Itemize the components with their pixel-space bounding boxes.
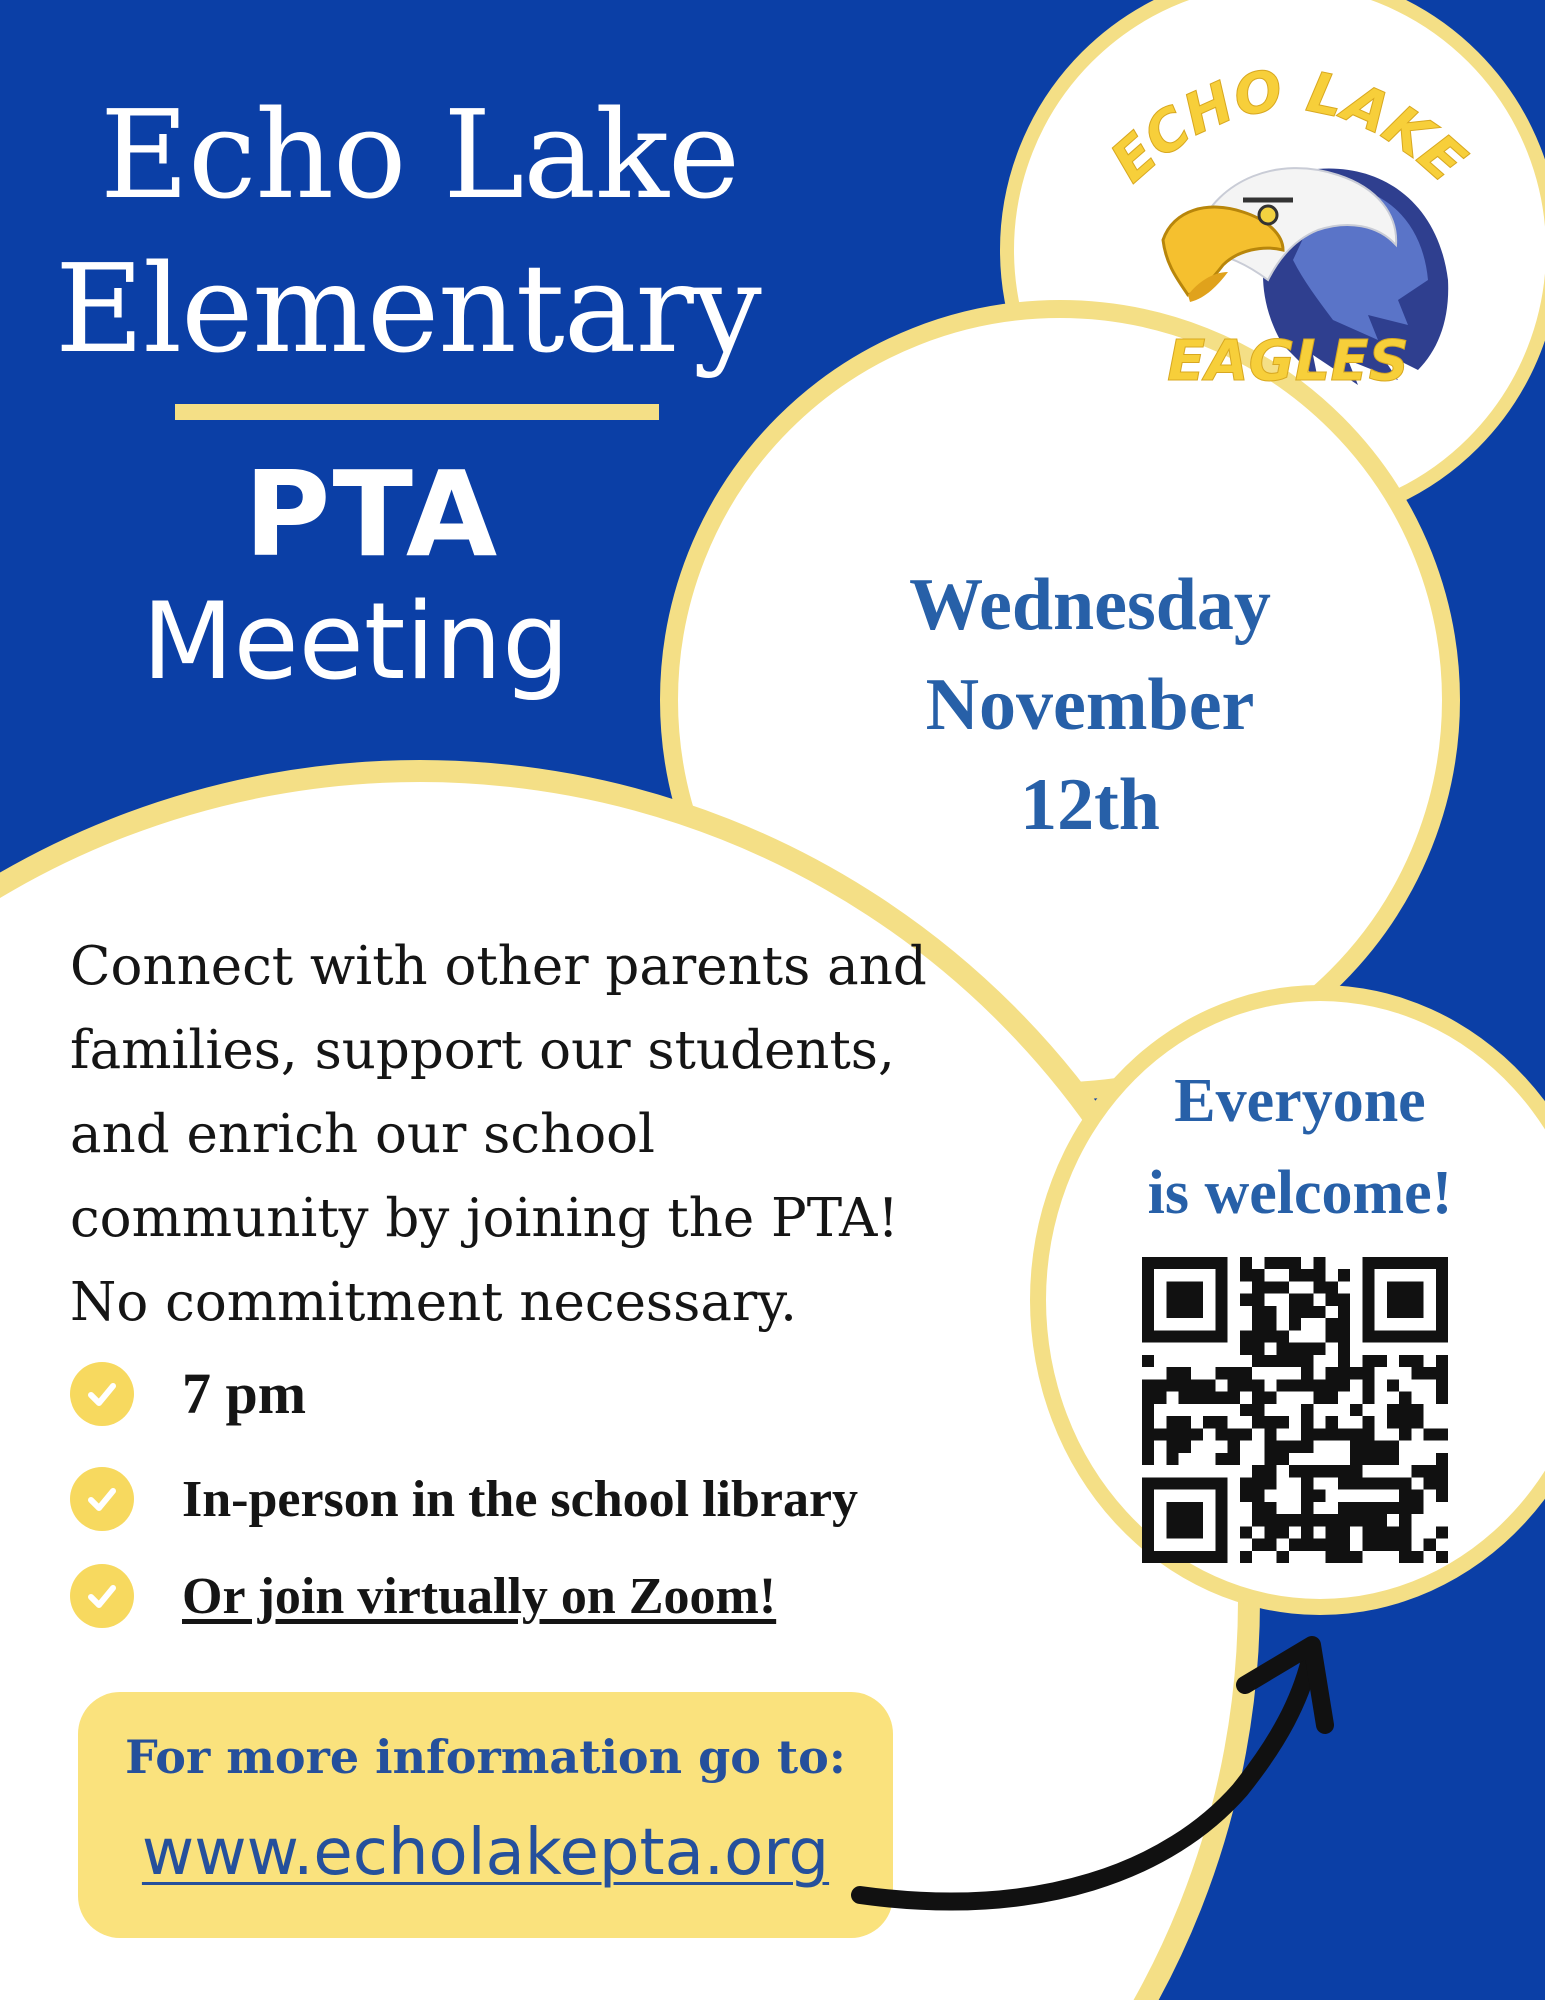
info-label: For more information go to: (125, 1730, 846, 1784)
date-weekday: Wednesday (909, 564, 1271, 646)
meeting-date (860, 555, 1320, 855)
event-title-pta: PTA (244, 445, 500, 583)
zoom-link[interactable]: Or join virtually on Zoom! (182, 1567, 777, 1625)
checkmark-icon (70, 1467, 134, 1531)
info-box (78, 1692, 893, 1938)
school-name-line-1: Echo Lake (100, 84, 740, 226)
event-title-meeting: Meeting (142, 580, 570, 703)
description-line: families, support our students, (70, 1020, 895, 1081)
logo-top-text: ECHO LAKE (1098, 58, 1478, 196)
description-line: No commitment necessary. (70, 1272, 798, 1333)
welcome-line-1: Everyone (1174, 1067, 1426, 1135)
website-link[interactable]: www.echolakepta.org (141, 1816, 830, 1890)
welcome-line-2: is welcome! (1147, 1159, 1453, 1227)
detail-text: In-person in the school library (182, 1470, 859, 1528)
arrow-icon (840, 1590, 1400, 1930)
school-name-line-2: Elementary (55, 238, 761, 380)
title-divider (175, 404, 659, 420)
date-day: 12th (1020, 764, 1160, 846)
logo-bottom-text: EAGLES (1167, 329, 1409, 394)
description-line: Connect with other parents and (70, 936, 927, 997)
detail-zoom (70, 1564, 776, 1628)
description (70, 925, 970, 1345)
eagles-logo (1078, 50, 1498, 430)
detail-text: 7 pm (182, 1361, 307, 1426)
date-month: November (925, 664, 1255, 746)
qr-code[interactable] (1142, 1257, 1448, 1563)
detail-time (70, 1360, 306, 1427)
checkmark-icon (70, 1362, 134, 1426)
description-line: and enrich our school (70, 1104, 655, 1165)
detail-location (70, 1467, 858, 1531)
description-line: community by joining the PTA! (70, 1188, 899, 1249)
welcome-message (1090, 1055, 1510, 1239)
checkmark-icon (70, 1564, 134, 1628)
